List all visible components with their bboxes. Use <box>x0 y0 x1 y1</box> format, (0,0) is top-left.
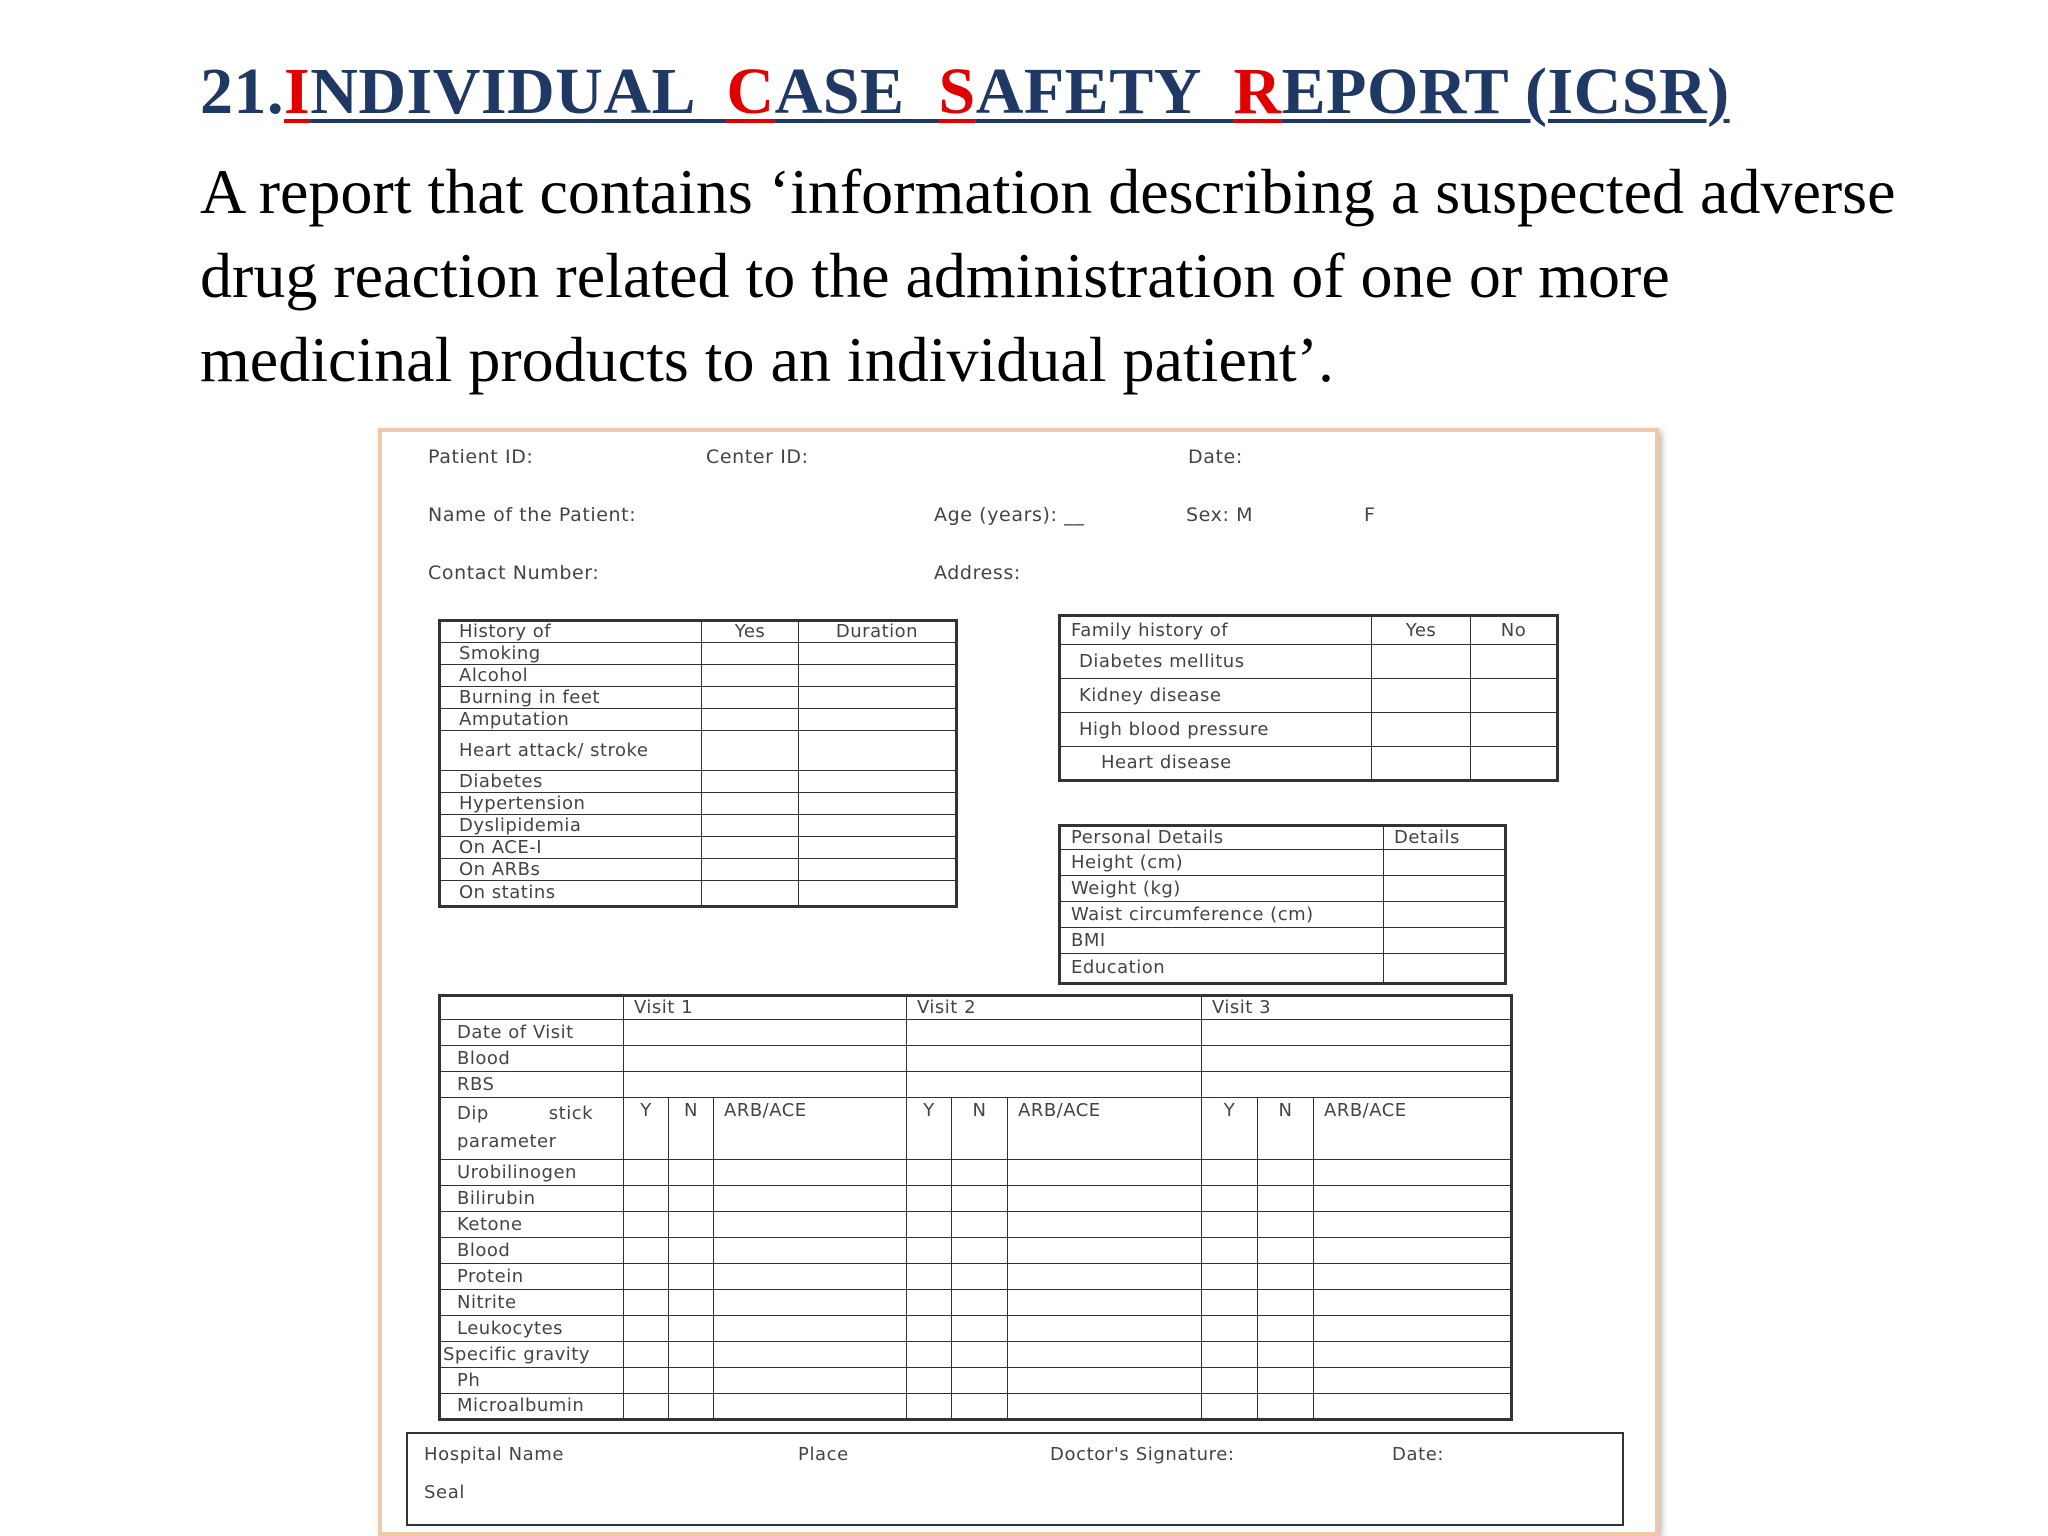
history-yes-cell <box>702 815 799 837</box>
family-row <box>1060 679 1558 713</box>
dipstick-value-cell <box>624 1160 669 1186</box>
history-duration-cell <box>799 837 957 859</box>
history-yes-cell <box>702 709 799 731</box>
dipstick-row-label: Microalbumin <box>440 1394 624 1420</box>
family-label: Heart disease <box>1060 747 1372 781</box>
personal-row <box>1060 876 1506 902</box>
dipstick-value-cell <box>1008 1368 1202 1394</box>
dipstick-value-cell <box>1008 1342 1202 1368</box>
dipstick-value-cell <box>624 1394 669 1420</box>
dipstick-value-cell <box>669 1342 714 1368</box>
dipstick-value-cell <box>952 1212 1008 1238</box>
dipstick-value-cell <box>714 1212 907 1238</box>
dipstick-label <box>440 1098 624 1160</box>
history-yes-cell <box>702 665 799 687</box>
dipstick-row <box>440 1238 1512 1264</box>
dipstick-row <box>440 1368 1512 1394</box>
visits-table <box>438 994 1513 1421</box>
history-duration-cell <box>799 881 957 907</box>
dipstick-label-part: Dip <box>457 1103 489 1124</box>
patient-id-label: Patient ID: <box>428 446 534 468</box>
history-yes-cell <box>702 731 799 771</box>
dipstick-value-cell <box>1008 1290 1202 1316</box>
dipstick-row-label: Leukocytes <box>440 1316 624 1342</box>
family-no-cell <box>1471 645 1558 679</box>
history-yes-cell <box>702 837 799 859</box>
personal-value-cell <box>1384 928 1506 954</box>
dipstick-value-cell <box>669 1238 714 1264</box>
visit-2-header: Visit 2 <box>907 996 1202 1020</box>
dipstick-value-cell <box>1008 1264 1202 1290</box>
history-duration-cell <box>799 771 957 793</box>
personal-row <box>1060 902 1506 928</box>
family-no-cell <box>1471 679 1558 713</box>
visit-value-cell <box>624 1072 907 1098</box>
dipstick-value-cell <box>624 1186 669 1212</box>
family-no-cell <box>1471 747 1558 781</box>
title-segment: AFETY <box>975 55 1234 128</box>
dipstick-value-cell <box>1202 1212 1258 1238</box>
history-label: Smoking <box>440 643 702 665</box>
history-row <box>440 793 957 815</box>
dipstick-value-cell <box>952 1186 1008 1212</box>
dipstick-value-cell <box>1202 1290 1258 1316</box>
dipstick-value-cell <box>1314 1238 1512 1264</box>
dipstick-value-cell <box>1314 1290 1512 1316</box>
dipstick-value-cell <box>1202 1264 1258 1290</box>
dipstick-value-cell <box>669 1160 714 1186</box>
dipstick-subcol-n: N <box>1258 1098 1314 1160</box>
history-col-label: History of <box>440 621 702 643</box>
doctor-signature-label: Doctor's Signature: <box>1050 1444 1235 1465</box>
history-duration-cell <box>799 687 957 709</box>
contact-number-label: Contact Number: <box>428 562 600 584</box>
dipstick-value-cell <box>1258 1368 1314 1394</box>
slide-title <box>200 52 1730 131</box>
dipstick-value-cell <box>624 1264 669 1290</box>
seal-label: Seal <box>424 1482 465 1503</box>
history-table <box>438 619 958 908</box>
personal-col-details: Details <box>1384 826 1506 850</box>
dipstick-value-cell <box>714 1342 907 1368</box>
personal-row <box>1060 928 1506 954</box>
visits-row <box>440 1072 1512 1098</box>
history-row <box>440 665 957 687</box>
footer-box <box>406 1432 1624 1526</box>
family-header-row <box>1060 616 1558 645</box>
visits-corner-cell <box>440 996 624 1020</box>
dipstick-value-cell <box>714 1160 907 1186</box>
dipstick-row-label: Ph <box>440 1368 624 1394</box>
icsr-form <box>378 428 1659 1536</box>
history-row <box>440 881 957 907</box>
personal-header-row <box>1060 826 1506 850</box>
dipstick-value-cell <box>669 1368 714 1394</box>
personal-value-cell <box>1384 954 1506 984</box>
dipstick-value-cell <box>1258 1316 1314 1342</box>
visit-value-cell <box>1202 1020 1512 1046</box>
title-segment: ASE <box>774 55 939 128</box>
visit-value-cell <box>1202 1046 1512 1072</box>
visits-row-label: RBS <box>440 1072 624 1098</box>
dipstick-value-cell <box>1314 1368 1512 1394</box>
dipstick-row <box>440 1212 1512 1238</box>
personal-label: Education <box>1060 954 1384 984</box>
hospital-name-label: Hospital Name <box>424 1444 565 1465</box>
dipstick-value-cell <box>952 1290 1008 1316</box>
dipstick-row <box>440 1160 1512 1186</box>
dipstick-row <box>440 1342 1512 1368</box>
dipstick-value-cell <box>952 1316 1008 1342</box>
history-col-yes: Yes <box>702 621 799 643</box>
history-header-row <box>440 621 957 643</box>
history-row <box>440 771 957 793</box>
visits-row <box>440 1046 1512 1072</box>
dipstick-row-label: Urobilinogen <box>440 1160 624 1186</box>
title-segment: R <box>1233 55 1282 128</box>
visits-row <box>440 1020 1512 1046</box>
history-label: On ARBs <box>440 859 702 881</box>
dipstick-row-label: Blood <box>440 1238 624 1264</box>
dipstick-value-cell <box>669 1186 714 1212</box>
family-label: Diabetes mellitus <box>1060 645 1372 679</box>
dipstick-subcol-y: Y <box>907 1098 952 1160</box>
history-label: Dyslipidemia <box>440 815 702 837</box>
visits-row-label: Blood <box>440 1046 624 1072</box>
dipstick-value-cell <box>1202 1316 1258 1342</box>
family-yes-cell <box>1372 747 1471 781</box>
title-segment: NDIVIDUAL <box>310 55 727 128</box>
personal-label: Weight (kg) <box>1060 876 1384 902</box>
dipstick-value-cell <box>952 1238 1008 1264</box>
dipstick-value-cell <box>1258 1342 1314 1368</box>
visit-value-cell <box>907 1020 1202 1046</box>
dipstick-value-cell <box>1202 1186 1258 1212</box>
sex-female-label: F <box>1364 504 1376 526</box>
family-col-no: No <box>1471 616 1558 645</box>
dipstick-value-cell <box>1258 1186 1314 1212</box>
visit-value-cell <box>907 1072 1202 1098</box>
dipstick-value-cell <box>1202 1394 1258 1420</box>
dipstick-value-cell <box>952 1394 1008 1420</box>
dipstick-value-cell <box>1008 1212 1202 1238</box>
dipstick-value-cell <box>1202 1368 1258 1394</box>
personal-details-table <box>1058 824 1507 985</box>
dipstick-value-cell <box>952 1160 1008 1186</box>
dipstick-value-cell <box>714 1238 907 1264</box>
personal-label: Height (cm) <box>1060 850 1384 876</box>
family-row <box>1060 645 1558 679</box>
family-col-yes: Yes <box>1372 616 1471 645</box>
dipstick-value-cell <box>1314 1186 1512 1212</box>
dipstick-row-label: Nitrite <box>440 1290 624 1316</box>
family-yes-cell <box>1372 645 1471 679</box>
history-duration-cell <box>799 709 957 731</box>
dipstick-value-cell <box>907 1238 952 1264</box>
dipstick-value-cell <box>714 1368 907 1394</box>
history-yes-cell <box>702 771 799 793</box>
patient-name-label: Name of the Patient: <box>428 504 637 526</box>
visits-row-label: Date of Visit <box>440 1020 624 1046</box>
dipstick-label-part: stick <box>548 1103 594 1124</box>
personal-value-cell <box>1384 902 1506 928</box>
family-no-cell <box>1471 713 1558 747</box>
visit-value-cell <box>624 1020 907 1046</box>
visit-3-header: Visit 3 <box>1202 996 1512 1020</box>
dipstick-value-cell <box>669 1394 714 1420</box>
dipstick-value-cell <box>714 1394 907 1420</box>
dipstick-row <box>440 1394 1512 1420</box>
dipstick-subcol-y: Y <box>624 1098 669 1160</box>
history-label: Hypertension <box>440 793 702 815</box>
history-yes-cell <box>702 881 799 907</box>
dipstick-subcol-y: Y <box>1202 1098 1258 1160</box>
history-duration-cell <box>799 665 957 687</box>
dipstick-value-cell <box>1258 1212 1314 1238</box>
family-yes-cell <box>1372 679 1471 713</box>
history-label: Amputation <box>440 709 702 731</box>
dipstick-value-cell <box>1008 1160 1202 1186</box>
dipstick-subcol-n: N <box>952 1098 1008 1160</box>
dipstick-value-cell <box>669 1290 714 1316</box>
title-segment: C <box>726 55 775 128</box>
dipstick-value-cell <box>1314 1394 1512 1420</box>
dipstick-value-cell <box>1258 1264 1314 1290</box>
dipstick-value-cell <box>952 1368 1008 1394</box>
history-yes-cell <box>702 793 799 815</box>
dipstick-value-cell <box>1258 1394 1314 1420</box>
dipstick-value-cell <box>624 1212 669 1238</box>
dipstick-value-cell <box>624 1368 669 1394</box>
dipstick-value-cell <box>1314 1316 1512 1342</box>
history-col-duration: Duration <box>799 621 957 643</box>
dipstick-label-part: parameter <box>457 1131 557 1152</box>
personal-label: BMI <box>1060 928 1384 954</box>
dipstick-row <box>440 1290 1512 1316</box>
history-duration-cell <box>799 859 957 881</box>
dipstick-value-cell <box>907 1342 952 1368</box>
history-row <box>440 643 957 665</box>
dipstick-subcol-arb-ace: ARB/ACE <box>1314 1098 1512 1160</box>
dipstick-value-cell <box>714 1264 907 1290</box>
family-row <box>1060 713 1558 747</box>
personal-row <box>1060 850 1506 876</box>
dipstick-value-cell <box>669 1316 714 1342</box>
dipstick-value-cell <box>907 1160 952 1186</box>
dipstick-value-cell <box>714 1316 907 1342</box>
dipstick-value-cell <box>624 1238 669 1264</box>
address-label: Address: <box>934 562 1021 584</box>
dipstick-value-cell <box>669 1264 714 1290</box>
family-col-label: Family history of <box>1060 616 1372 645</box>
family-row <box>1060 747 1558 781</box>
title-segment: EPORT (ICSR) <box>1281 55 1730 128</box>
dipstick-value-cell <box>1202 1160 1258 1186</box>
dipstick-value-cell <box>907 1394 952 1420</box>
dipstick-subcol-arb-ace: ARB/ACE <box>714 1098 907 1160</box>
family-label: Kidney disease <box>1060 679 1372 713</box>
dipstick-header-row <box>440 1098 1512 1160</box>
dipstick-value-cell <box>1258 1290 1314 1316</box>
dipstick-value-cell <box>907 1186 952 1212</box>
dipstick-value-cell <box>1314 1342 1512 1368</box>
visit-1-header: Visit 1 <box>624 996 907 1020</box>
history-label: Alcohol <box>440 665 702 687</box>
dipstick-value-cell <box>907 1316 952 1342</box>
history-duration-cell <box>799 815 957 837</box>
dipstick-value-cell <box>714 1290 907 1316</box>
title-segment: 21. <box>200 55 284 128</box>
intro-paragraph: A report that contains ‘information describing a suspected adverse drug reaction related to the administration of one or more medicinal products to an individual patient’. <box>200 156 1896 395</box>
dipstick-value-cell <box>1258 1238 1314 1264</box>
visit-value-cell <box>1202 1072 1512 1098</box>
personal-value-cell <box>1384 876 1506 902</box>
history-row <box>440 859 957 881</box>
visits-header-row <box>440 996 1512 1020</box>
dipstick-value-cell <box>669 1212 714 1238</box>
title-segment: I <box>284 55 311 128</box>
dipstick-value-cell <box>1202 1238 1258 1264</box>
dipstick-value-cell <box>1008 1238 1202 1264</box>
history-row <box>440 837 957 859</box>
date-label: Date: <box>1188 446 1243 468</box>
family-label: High blood pressure <box>1060 713 1372 747</box>
dipstick-value-cell <box>952 1342 1008 1368</box>
personal-col-label: Personal Details <box>1060 826 1384 850</box>
history-label: On ACE-I <box>440 837 702 859</box>
personal-row <box>1060 954 1506 984</box>
dipstick-value-cell <box>1314 1264 1512 1290</box>
dipstick-value-cell <box>907 1212 952 1238</box>
history-duration-cell <box>799 731 957 771</box>
history-row <box>440 709 957 731</box>
dipstick-value-cell <box>624 1316 669 1342</box>
dipstick-value-cell <box>907 1264 952 1290</box>
history-duration-cell <box>799 643 957 665</box>
history-row <box>440 687 957 709</box>
history-label: Burning in feet <box>440 687 702 709</box>
dipstick-row <box>440 1186 1512 1212</box>
title-segment: S <box>938 55 976 128</box>
history-row <box>440 815 957 837</box>
dipstick-value-cell <box>1008 1394 1202 1420</box>
dipstick-value-cell <box>907 1290 952 1316</box>
family-yes-cell <box>1372 713 1471 747</box>
family-history-table <box>1058 614 1559 782</box>
visit-value-cell <box>907 1046 1202 1072</box>
dipstick-value-cell <box>1202 1342 1258 1368</box>
dipstick-row-label: Bilirubin <box>440 1186 624 1212</box>
dipstick-value-cell <box>952 1264 1008 1290</box>
dipstick-value-cell <box>1314 1212 1512 1238</box>
dipstick-value-cell <box>624 1290 669 1316</box>
dipstick-value-cell <box>1314 1160 1512 1186</box>
history-label: Diabetes <box>440 771 702 793</box>
dipstick-row <box>440 1316 1512 1342</box>
history-row <box>440 731 957 771</box>
dipstick-value-cell <box>1008 1186 1202 1212</box>
dipstick-value-cell <box>907 1368 952 1394</box>
dipstick-row <box>440 1264 1512 1290</box>
history-label: Heart attack/ stroke <box>440 731 702 771</box>
dipstick-subcol-n: N <box>669 1098 714 1160</box>
dipstick-subcol-arb-ace: ARB/ACE <box>1008 1098 1202 1160</box>
dipstick-value-cell <box>624 1342 669 1368</box>
personal-label: Waist circumference (cm) <box>1060 902 1384 928</box>
sex-label: Sex: M <box>1186 504 1254 526</box>
center-id-label: Center ID: <box>706 446 809 468</box>
personal-value-cell <box>1384 850 1506 876</box>
dipstick-row-label: Specific gravity <box>440 1342 624 1368</box>
dipstick-value-cell <box>1008 1316 1202 1342</box>
history-yes-cell <box>702 859 799 881</box>
history-duration-cell <box>799 793 957 815</box>
history-yes-cell <box>702 687 799 709</box>
dipstick-value-cell <box>1258 1160 1314 1186</box>
dipstick-row-label: Ketone <box>440 1212 624 1238</box>
age-label: Age (years): __ <box>934 504 1085 526</box>
place-label: Place <box>798 1444 849 1465</box>
footer-date-label: Date: <box>1392 1444 1445 1465</box>
dipstick-row-label: Protein <box>440 1264 624 1290</box>
history-yes-cell <box>702 643 799 665</box>
dipstick-value-cell <box>714 1186 907 1212</box>
visit-value-cell <box>624 1046 907 1072</box>
history-label: On statins <box>440 881 702 907</box>
